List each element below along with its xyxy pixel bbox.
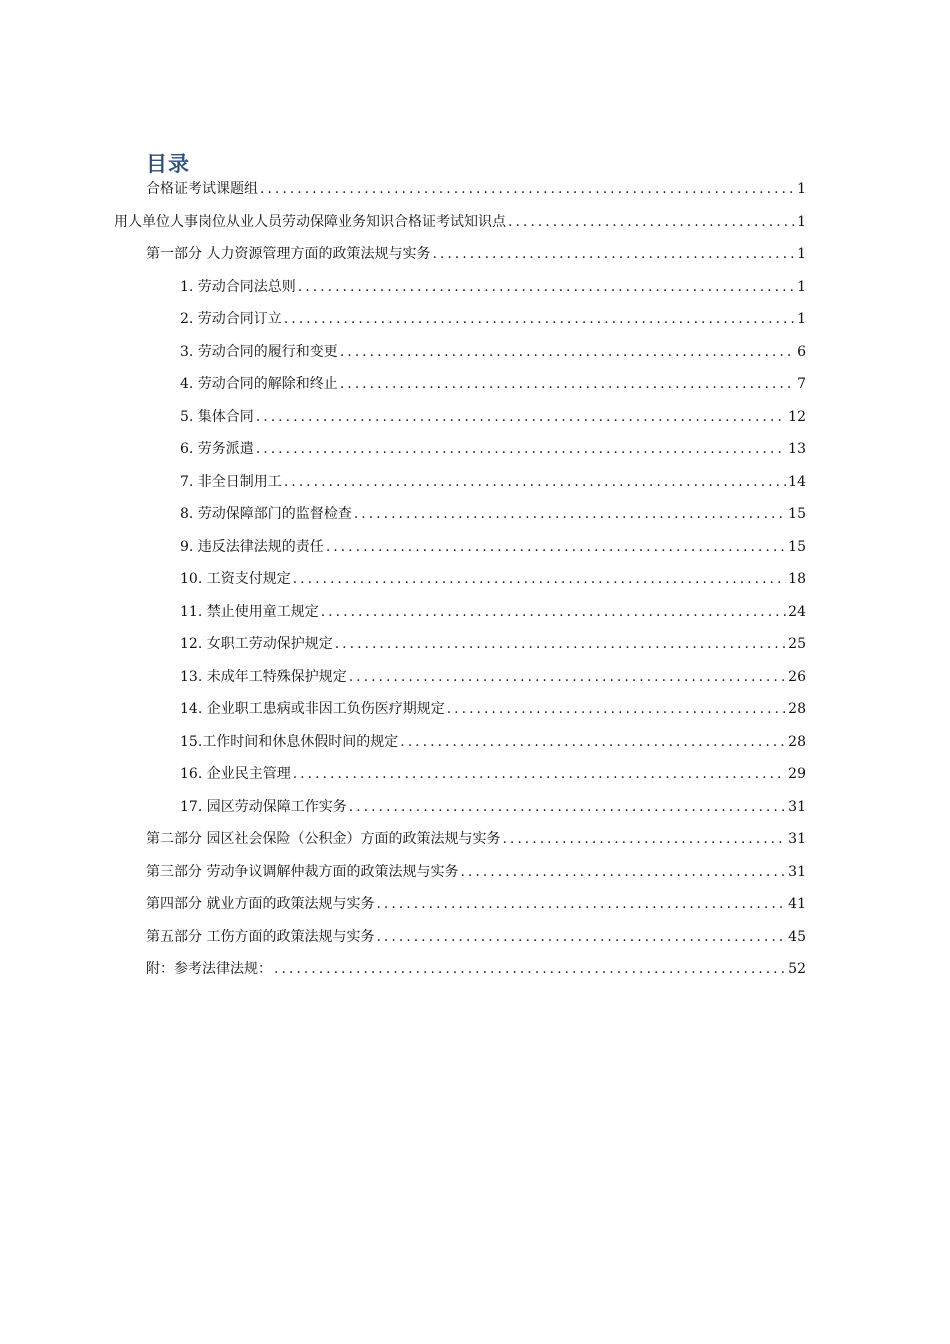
toc-leader-dots	[274, 956, 786, 982]
toc-entry-title: 14. 企业职工患病或非因工负伤医疗期规定	[180, 701, 445, 717]
toc-entry-page: 15	[788, 506, 806, 522]
toc-entry[interactable]	[180, 534, 806, 560]
toc-entry-title: 第三部分 劳动争议调解仲裁方面的政策法规与实务	[146, 863, 459, 880]
toc-entry[interactable]	[180, 599, 806, 625]
toc-entry-title: 6. 劳务派遣	[180, 441, 254, 457]
toc-leader-dots	[321, 599, 786, 625]
toc-entry-title: 第二部分 园区社会保险（公积金）方面的政策法规与实务	[146, 831, 501, 847]
toc-leader-dots	[284, 306, 795, 332]
toc-leader-dots	[508, 209, 795, 235]
toc-entry[interactable]	[146, 826, 806, 852]
toc-leader-dots	[376, 891, 786, 917]
toc-entry-title: 8. 劳动保障部门的监督检查	[180, 506, 352, 522]
toc-entry-title: 17. 园区劳动保障工作实务	[180, 798, 347, 815]
toc-entry-page: 52	[788, 961, 806, 977]
toc-leader-dots	[376, 924, 786, 950]
toc-leader-dots	[354, 501, 786, 527]
toc-entry-title: 4. 劳动合同的解除和终止	[180, 376, 338, 392]
toc-entry[interactable]	[180, 696, 806, 722]
toc-entry-page: 31	[788, 831, 806, 847]
toc-leader-dots	[340, 339, 795, 365]
toc-entry-title: 第一部分 人力资源管理方面的政策法规与实务	[146, 246, 431, 262]
toc-entry-page: 28	[788, 701, 806, 717]
toc-entry-page: 26	[788, 668, 806, 685]
toc-entry-page: 7	[797, 376, 806, 392]
toc-entry[interactable]	[180, 339, 806, 365]
toc-leader-dots	[502, 826, 786, 852]
toc-entry-title: 3. 劳动合同的履行和变更	[180, 343, 338, 360]
toc-leader-dots	[335, 631, 786, 657]
toc-entry-title: 13. 未成年工特殊保护规定	[180, 668, 347, 685]
toc-leader-dots	[293, 761, 786, 787]
toc-entry[interactable]	[180, 371, 806, 397]
toc-entry-page: 14	[788, 473, 806, 490]
toc-entry-title: 5. 集体合同	[180, 408, 254, 425]
toc-entry-title: 16. 企业民主管理	[180, 766, 291, 782]
toc-entry-page: 6	[797, 343, 806, 360]
toc-entry-page: 1	[797, 246, 806, 262]
toc-entry[interactable]	[146, 176, 806, 202]
toc-entry-title: 用人单位人事岗位从业人员劳动保障业务知识合格证考试知识点	[114, 213, 506, 230]
toc-entry-title: 附：参考法律法规：	[146, 961, 272, 977]
toc-entry-page: 1	[797, 278, 806, 295]
toc-entry-page: 41	[788, 896, 806, 912]
toc-entry[interactable]	[180, 274, 806, 300]
toc-leader-dots	[256, 436, 786, 462]
toc-entry[interactable]	[180, 404, 806, 430]
toc-entry[interactable]	[146, 891, 806, 917]
toc-entry-title: 合格证考试课题组	[146, 181, 258, 197]
toc-leader-dots	[460, 859, 786, 885]
toc-entry-page: 31	[788, 798, 806, 815]
toc-entry-title: 10. 工资支付规定	[180, 571, 291, 587]
toc-entry[interactable]	[180, 664, 806, 690]
toc-title: 目录	[146, 152, 190, 176]
toc-entry[interactable]	[180, 306, 806, 332]
toc-entry-page: 13	[788, 441, 806, 457]
toc-entry[interactable]	[114, 209, 806, 235]
toc-entry[interactable]	[180, 761, 806, 787]
toc-entry-page: 1	[797, 181, 806, 197]
toc-entry-title: 第五部分 工伤方面的政策法规与实务	[146, 928, 375, 945]
toc-entry-title: 15.工作时间和休息休假时间的规定	[180, 733, 399, 750]
toc-entry-page: 15	[788, 538, 806, 555]
toc-entry-title: 9. 违反法律法规的责任	[180, 538, 324, 555]
toc-entry-page: 31	[788, 863, 806, 880]
toc-leader-dots	[260, 176, 795, 202]
toc-entry-page: 1	[797, 213, 806, 230]
toc-entry-page: 12	[788, 408, 806, 425]
toc-entry-title: 1. 劳动合同法总则	[180, 278, 296, 295]
toc-leader-dots	[284, 469, 786, 495]
toc-entry[interactable]	[146, 956, 806, 982]
toc-entry-page: 28	[788, 733, 806, 750]
toc-entry-page: 45	[788, 928, 806, 945]
toc-entry-page: 24	[788, 603, 806, 620]
toc-entry-title: 7. 非全日制用工	[180, 473, 282, 490]
toc-leader-dots	[447, 696, 786, 722]
toc-entry[interactable]	[180, 729, 806, 755]
toc-leader-dots	[349, 664, 786, 690]
toc-leader-dots	[293, 566, 786, 592]
toc-entry[interactable]	[180, 501, 806, 527]
toc-leader-dots	[432, 241, 795, 267]
toc-leader-dots	[340, 371, 795, 397]
toc-entry-page: 25	[788, 636, 806, 652]
toc-entry[interactable]	[180, 469, 806, 495]
toc-leader-dots	[298, 274, 795, 300]
toc-entry[interactable]	[146, 241, 806, 267]
toc-leader-dots	[326, 534, 786, 560]
toc-entry[interactable]	[146, 859, 806, 885]
toc-entry-title: 2. 劳动合同订立	[180, 311, 282, 327]
toc-entry[interactable]	[146, 924, 806, 950]
toc-entry-page: 18	[788, 571, 806, 587]
toc-leader-dots	[400, 729, 786, 755]
toc-entry[interactable]	[180, 631, 806, 657]
toc-entry[interactable]	[180, 436, 806, 462]
toc-leader-dots	[349, 794, 786, 820]
toc-entry-title: 第四部分 就业方面的政策法规与实务	[146, 896, 375, 912]
toc-entry-title: 11. 禁止使用童工规定	[180, 603, 319, 620]
toc-entry-page: 29	[788, 766, 806, 782]
toc-entry[interactable]	[180, 566, 806, 592]
toc-entry-title: 12. 女职工劳动保护规定	[180, 636, 333, 652]
toc-leader-dots	[256, 404, 786, 430]
toc-entry-page: 1	[797, 311, 806, 327]
toc-entry[interactable]	[180, 794, 806, 820]
